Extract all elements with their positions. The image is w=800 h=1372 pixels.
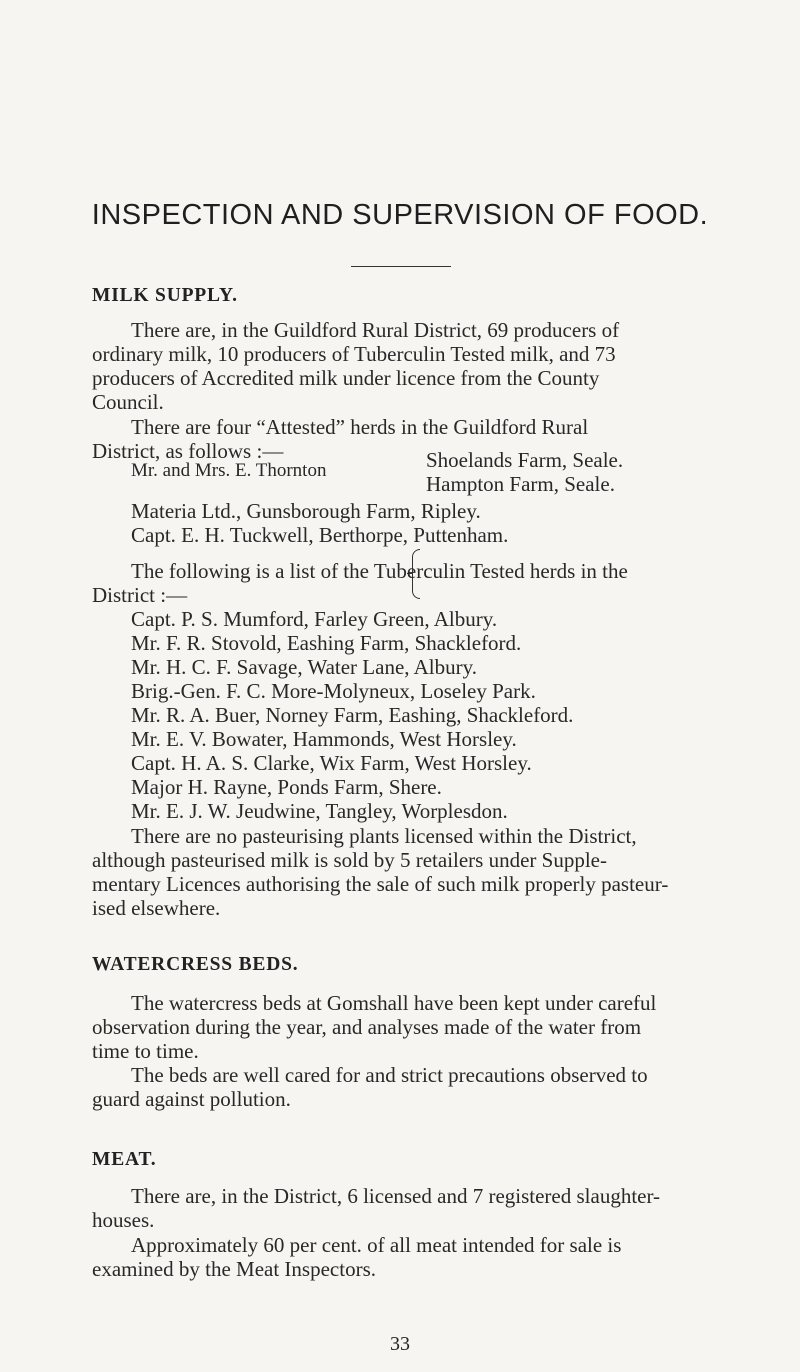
tt-herd-item: Capt. P. S. Mumford, Farley Green, Albury. — [131, 607, 498, 631]
milk-p1-line: producers of Accredited milk under licence from the County — [92, 366, 600, 390]
milk-p1-line: ordinary milk, 10 producers of Tuberculin Tested milk, and 73 — [92, 342, 616, 366]
meat-p1-line: houses. — [92, 1208, 155, 1232]
meat-p2-line: Approximately 60 per cent. of all meat intended for sale is — [131, 1233, 622, 1257]
tt-intro-line: The following is a list of the Tuberculin Tested herds in the — [131, 559, 628, 583]
tt-herd-item: Brig.-Gen. F. C. More-Molyneux, Loseley Park. — [131, 679, 536, 703]
milk-p3-line: ised elsewhere. — [92, 896, 221, 920]
tt-herd-item: Mr. E. J. W. Jeudwine, Tangley, Worplesdon. — [131, 799, 508, 823]
page-number: 33 — [390, 1333, 410, 1355]
attested-herd: Materia Ltd., Gunsborough Farm, Ripley. — [131, 499, 481, 523]
tt-herd-item: Major H. Rayne, Ponds Farm, Shere. — [131, 775, 442, 799]
milk-p1-line: There are, in the Guildford Rural District, 69 producers of — [131, 318, 620, 342]
watercress-p2-line: guard against pollution. — [92, 1087, 291, 1111]
tt-herd-item: Mr. E. V. Bowater, Hammonds, West Horsley. — [131, 727, 517, 751]
tt-intro-line: District :— — [92, 583, 188, 607]
milk-p3-line: mentary Licences authorising the sale of such milk properly pasteur- — [92, 872, 669, 896]
attested-farm: Shoelands Farm, Seale. — [426, 448, 624, 472]
tt-herd-item: Mr. H. C. F. Savage, Water Lane, Albury. — [131, 655, 477, 679]
tt-herd-item: Mr. F. R. Stovold, Eashing Farm, Shackleford. — [131, 631, 522, 655]
tt-herd-item: Mr. R. A. Buer, Norney Farm, Eashing, Shackleford. — [131, 703, 574, 727]
attested-herd: Capt. E. H. Tuckwell, Berthorpe, Puttenham. — [131, 523, 509, 547]
attested-farm: Hampton Farm, Seale. — [426, 472, 615, 496]
meat-p1-line: There are, in the District, 6 licensed and 7 registered slaughter- — [131, 1184, 661, 1208]
meat-p2-line: examined by the Meat Inspectors. — [92, 1257, 376, 1281]
milk-supply-heading: MILK SUPPLY. — [92, 285, 238, 306]
milk-p3-line: There are no pasteurising plants licensed within the District, — [131, 824, 637, 848]
watercress-p1-line: time to time. — [92, 1039, 199, 1063]
milk-p2-line: District, as follows :— — [92, 439, 284, 463]
meat-heading: MEAT. — [92, 1149, 157, 1170]
milk-p3-line: although pasteurised milk is sold by 5 retailers under Supple- — [92, 848, 607, 872]
milk-p1-line: Council. — [92, 390, 164, 414]
page-title: INSPECTION AND SUPERVISION OF FOOD. — [91, 199, 709, 231]
milk-p2-line: There are four “Attested” herds in the Guildford Rural — [131, 415, 589, 439]
tt-herd-item: Capt. H. A. S. Clarke, Wix Farm, West Horsley. — [131, 751, 532, 775]
watercress-p2-line: The beds are well cared for and strict precautions observed to — [131, 1063, 648, 1087]
title-divider — [351, 266, 451, 267]
watercress-p1-line: The watercress beds at Gomshall have been kept under careful — [131, 991, 657, 1015]
attested-owner: Mr. and Mrs. E. Thornton — [131, 460, 327, 481]
watercress-p1-line: observation during the year, and analyses made of the water from — [92, 1015, 642, 1039]
watercress-heading: WATERCRESS BEDS. — [92, 954, 299, 975]
